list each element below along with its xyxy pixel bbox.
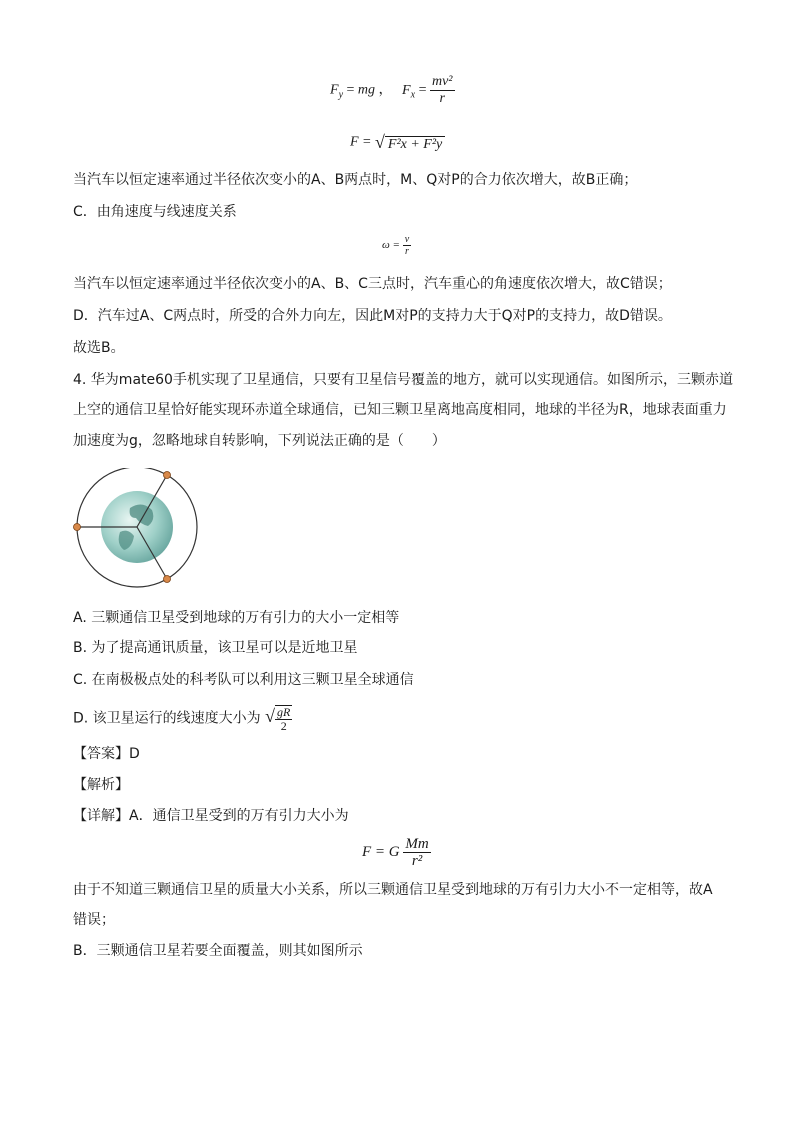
formula-force-components: $F_y$ = mg ， $F_x$ = $\frac{\text{mv²}}{r}$ (330, 74, 453, 106)
formula-angular-velocity: ω = $\frac{v}{r}$ (382, 234, 410, 257)
satellite-dot (164, 472, 171, 479)
option-a[interactable]: A. 三颗通信卫星受到地球的万有引力的大小一定相等 (73, 610, 400, 626)
question-4-line: 4. 华为mate60手机实现了卫星通信，只要有卫星信号覆盖的地方，就可以实现通信。如图所示，三颗赤道 (73, 372, 733, 388)
text-line: D．汽车过A、C两点时，所受的合外力向左，因此M对P的支持力大于Q对P的支持力，故D错误。 (73, 308, 672, 324)
formula-gravitation: F = G $\frac{Mm}{\text{r²}}$ (362, 836, 429, 869)
text-line: 当汽车以恒定速率通过半径依次变小的A、B两点时，M、Q对P的合力依次增大，故B正确； (73, 172, 638, 188)
option-d-formula: √ $\frac{gR}{2}$ (265, 704, 291, 733)
formula-resultant-force: F = √ F²x + F²y (350, 132, 445, 153)
detail-line: 【详解】A．通信卫星受到的万有引力大小为 (73, 808, 349, 824)
explanation-line: B．三颗通信卫星若要全面覆盖，则其如图所示 (73, 943, 363, 959)
text-line: C．由角速度与线速度关系 (73, 204, 237, 220)
satellite-dot (74, 524, 81, 531)
text-line: 当汽车以恒定速率通过半径依次变小的A、B、C三点时，汽车重心的角速度依次增大，故C错误； (73, 276, 672, 292)
option-b[interactable]: B. 为了提高通讯质量，该卫星可以是近地卫星 (73, 640, 358, 656)
satellite-orbit-figure (70, 468, 204, 592)
explanation-line: 错误； (73, 912, 115, 928)
question-4-line: 加速度为g，忽略地球自转影响，下列说法正确的是（ ） (73, 433, 446, 449)
analysis-label: 【解析】 (73, 777, 129, 793)
option-d[interactable] (73, 704, 292, 733)
satellite-dot (164, 576, 171, 583)
option-d-label: D. 该卫星运行的线速度大小为 (73, 710, 261, 727)
answer-label: 【答案】D (73, 746, 140, 762)
question-4-line: 上空的通信卫星恰好能实现环赤道全球通信，已知三颗卫星离地高度相同，地球的半径为R，地球表面重力 (73, 402, 727, 418)
option-c[interactable]: C. 在南极极点处的科考队可以利用这三颗卫星全球通信 (73, 672, 414, 688)
explanation-line: 由于不知道三颗通信卫星的质量大小关系，所以三颗通信卫星受到地球的万有引力大小不一定相等，故A (73, 882, 713, 898)
text-line: 故选B。 (73, 340, 125, 356)
